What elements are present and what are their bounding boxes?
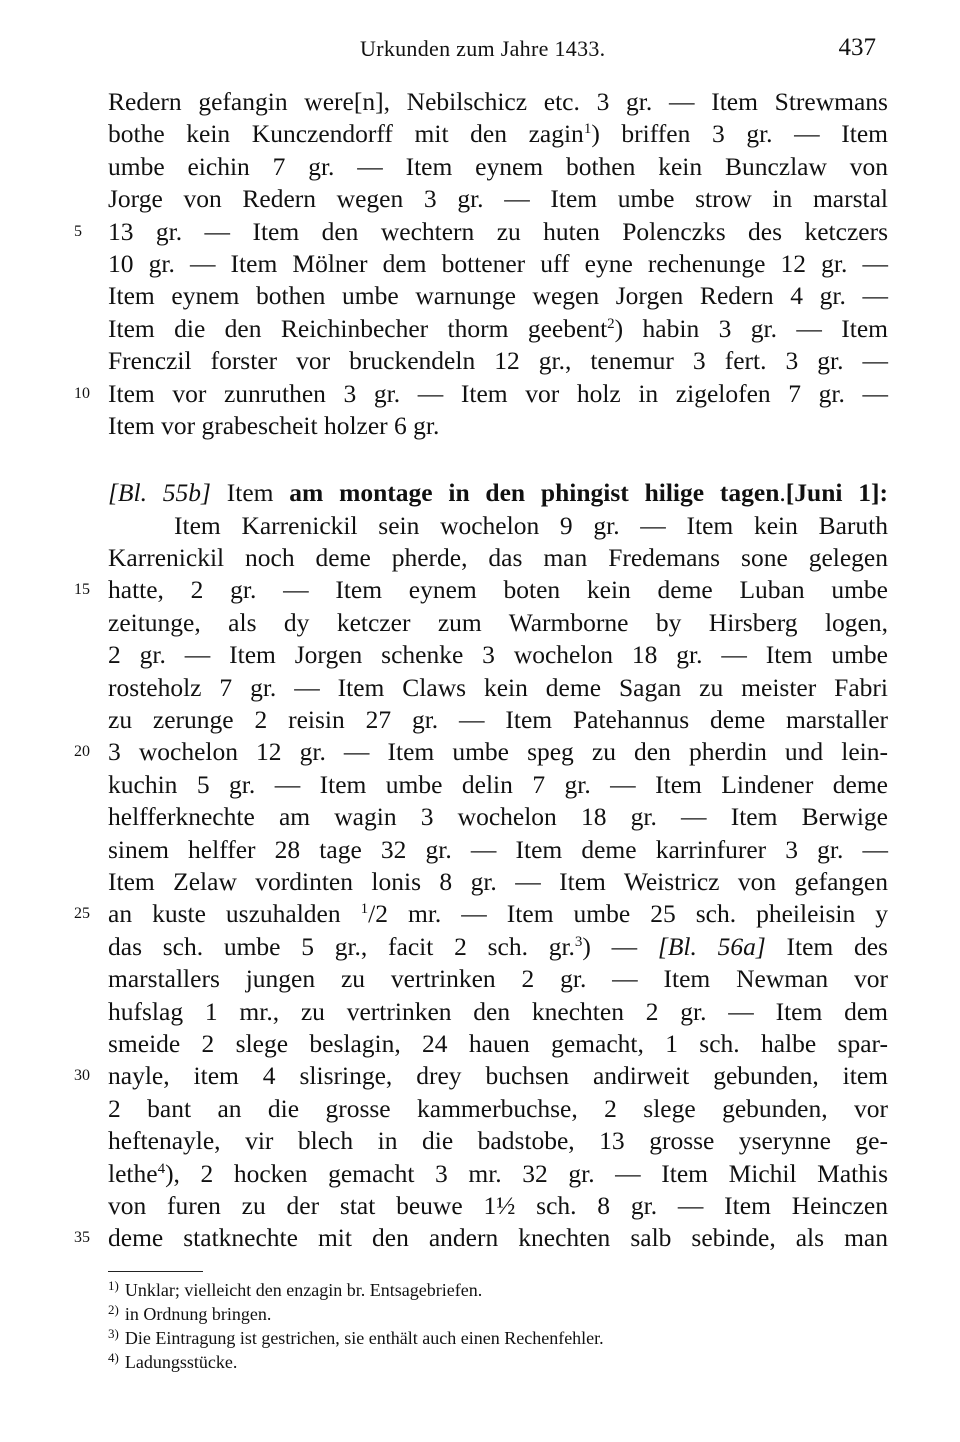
line-text: Item die den Reichinbecher thorm geebent: [108, 313, 608, 343]
text-line: [108, 248, 888, 280]
line-number: 20: [74, 743, 90, 761]
line-text: zeitunge, als dy ketczer zum Warmborne by Hirsberg logen,: [108, 607, 888, 637]
line-text: bothe kein Kunczendorff mit den zagin: [108, 119, 584, 149]
fraction-numerator: 1: [360, 901, 369, 918]
line-text: deme statknechte mit den andern knechten salb sebinde, als man: [108, 1223, 888, 1253]
footnote-mark: 1): [108, 1278, 119, 1293]
text-line: [108, 996, 888, 1028]
line-text: das sch. umbe 5 gr., facit 2 sch. gr.: [108, 931, 575, 961]
line-text: zu zerunge 2 reisin 27 gr. — Item Patehannus deme marstaller: [108, 705, 888, 735]
line-text: ), 2 hocken gemacht 3 mr. 32 gr. — Item Michil Mathis: [165, 1158, 888, 1188]
text-line: [108, 542, 888, 574]
footnote: [108, 1278, 888, 1302]
text-line: [74, 216, 888, 248]
text-line: [108, 931, 888, 963]
running-title: Urkunden zum Jahre 1433.: [360, 36, 606, 61]
footnotes: [108, 1278, 888, 1374]
text-line: [74, 898, 888, 930]
text-line: [108, 866, 888, 898]
line-text: helfferknechte am wagin 3 wochelon 18 gr. — Item Berwige: [108, 802, 888, 832]
page-number: 437: [838, 34, 876, 61]
footnote: [108, 1302, 888, 1326]
line-text: .: [779, 478, 786, 508]
line-text: 2 gr. — Item Jorgen schenke 3 wochelon 18 gr. — Item umbe: [108, 640, 888, 670]
text-line: [108, 672, 888, 704]
line-text: an kuste uszuhalden: [108, 899, 361, 929]
text-line: [74, 1060, 888, 1092]
line-text: Item vor grabescheit holzer 6 gr.: [108, 410, 440, 440]
line-number: 15: [74, 581, 90, 599]
text-line: [108, 704, 888, 736]
line-text: Item vor zunruthen 3 gr. — Item vor holz in zigelofen 7 gr. —: [108, 378, 888, 408]
text-line: [108, 313, 888, 345]
footnote-divider: [108, 1271, 203, 1272]
text-line: [74, 1222, 888, 1254]
line-number: 10: [74, 384, 90, 402]
folio-reference: [Bl. 55b]: [108, 478, 211, 508]
line-text: Item des: [765, 931, 888, 961]
line-text: heftenayle, vir blech in die badstobe, 13 grosse yserynne ge-: [108, 1126, 888, 1156]
line-text: 10 gr. — Item Mölner dem bottener uff eyne rechenunge 12 gr. —: [108, 248, 888, 278]
line-text: hufslag 1 mr., zu vertrinken den knechten 2 gr. — Item dem: [108, 996, 888, 1026]
text-line: [108, 151, 888, 183]
text-line: [108, 769, 888, 801]
line-text: sinem helffer 28 tage 32 gr. — Item deme karrinfurer 3 gr. —: [108, 834, 888, 864]
line-text: Item Karrenickil sein wochelon 9 gr. — Item kein Baruth: [174, 510, 888, 540]
line-text: rosteholz 7 gr. — Item Claws kein deme Sagan zu meister Fabri: [108, 672, 888, 702]
date-note: [Juni 1]:: [785, 478, 888, 508]
text-line: [108, 1190, 888, 1222]
footnote-text: in Ordnung bringen.: [124, 1304, 272, 1324]
text-line: [108, 1028, 888, 1060]
text-line: [108, 1125, 888, 1157]
footnote: [108, 1350, 888, 1374]
line-number: 5: [74, 222, 82, 240]
line-number: 25: [74, 905, 90, 923]
text-line: [108, 1093, 888, 1125]
text-line: [108, 345, 888, 377]
line-text: 13 gr. — Item den wechtern zu huten Polenczks des ketczers: [108, 216, 888, 246]
line-text: Item: [210, 478, 290, 508]
text-line: [108, 639, 888, 671]
line-text: marstallers jungen zu vertrinken 2 gr. — Item Newman vor: [108, 964, 888, 994]
text-line: [108, 1158, 888, 1190]
line-text: hatte, 2 gr. — Item eynem boten kein deme Luban umbe: [108, 575, 888, 605]
main-text: [74, 86, 888, 1255]
text-line: [108, 183, 888, 215]
text-line: [108, 280, 888, 312]
text-line: [108, 963, 888, 995]
feast-day-heading: am montage in den phingist hilige tagen: [289, 478, 780, 508]
line-text: ) briffen 3 gr. — Item: [591, 119, 888, 149]
footnote: [108, 1326, 888, 1350]
line-number: 35: [74, 1229, 90, 1247]
line-text: Item eynem bothen umbe warnunge wegen Jorgen Redern 4 gr. —: [108, 281, 888, 311]
line-text: /2 mr. — Item umbe 25 sch. pheileisin y: [368, 899, 888, 929]
text-line: [74, 736, 888, 768]
text-line: [108, 86, 888, 118]
footnote-text: Die Eintragung ist gestrichen, sie enthält auch einen Rechenfehler.: [124, 1328, 604, 1348]
footnote-mark: 3): [108, 1326, 119, 1341]
line-text: kuchin 5 gr. — Item umbe delin 7 gr. — Item Lindener deme: [108, 769, 888, 799]
footnote-ref: 1: [583, 121, 592, 138]
page-header: [0, 30, 960, 70]
text-line: [108, 410, 888, 442]
footnote-ref: 3: [574, 933, 583, 950]
line-text: 2 bant an die grosse kammerbuchse, 2 slege gebunden, vor: [108, 1093, 888, 1123]
text-line: [108, 510, 888, 542]
line-text: ) habin 3 gr. — Item: [614, 313, 888, 343]
line-text: ) —: [582, 931, 658, 961]
footnote-text: Unklar; vielleicht den enzagin br. Entsagebriefen.: [124, 1280, 483, 1300]
folio-reference: [Bl. 56a]: [657, 931, 766, 961]
text-line: [108, 801, 888, 833]
text-line: [74, 378, 888, 410]
line-text: Frenczil forster vor bruckendeln 12 gr., tenemur 3 fert. 3 gr. —: [108, 346, 888, 376]
line-text: 3 wochelon 12 gr. — Item umbe speg zu den pherdin und lein-: [108, 737, 888, 767]
footnote-ref: 2: [607, 315, 615, 332]
line-text: Item Zelaw vordinten lonis 8 gr. — Item Weistricz von gefangen: [108, 866, 888, 896]
text-line: [108, 607, 888, 639]
line-text: Karrenickil noch deme pherde, das man Fredemans sone gelegen: [108, 543, 888, 573]
line-text: smeide 2 slege beslagin, 24 hauen gemacht, 1 sch. halbe spar-: [108, 1028, 888, 1058]
line-text: von furen zu der stat beuwe 1½ sch. 8 gr. — Item Heinczen: [108, 1190, 888, 1220]
footnote-ref: 4: [157, 1160, 166, 1177]
footnote-text: Ladungsstücke.: [124, 1352, 238, 1372]
footnote-mark: 4): [108, 1350, 119, 1365]
footnote-mark: 2): [108, 1302, 119, 1317]
line-text: umbe eichin 7 gr. — Item eynem bothen kein Bunczlaw von: [108, 151, 888, 181]
line-number: 30: [74, 1067, 90, 1085]
text-line: [108, 118, 888, 150]
section-heading-line: [108, 477, 888, 509]
text-line: [74, 574, 888, 606]
line-text: Jorge von Redern wegen 3 gr. — Item umbe strow in marstal: [108, 184, 888, 214]
line-text: lethe: [108, 1158, 158, 1188]
line-text: nayle, item 4 slisringe, drey buchsen andirweit gebunden, item: [108, 1061, 888, 1091]
line-text: Redern gefangin were[n], Nebilschicz etc. 3 gr. — Item Strewmans: [108, 87, 888, 116]
text-line: [108, 834, 888, 866]
